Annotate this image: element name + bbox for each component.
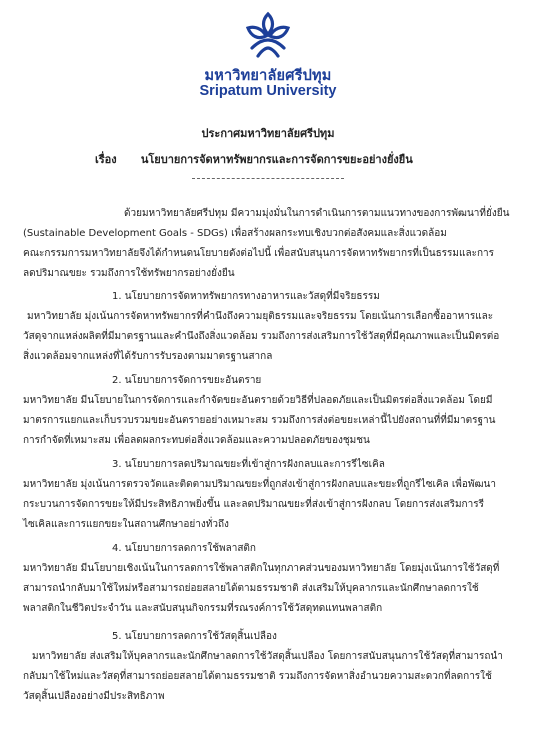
intro-line: ด้วยมหาวิทยาลัยศรีปทุม มีความมุ่งมั่นในการดำเนินการตามแนวทางของการพัฒนาที่ยั่งยืน — [124, 208, 510, 219]
section-3-heading: 3. นโยบายการลดปริมาณขยะที่เข้าสู่การฝังกลบและการรีไซเคิล — [112, 459, 385, 470]
section-1-line: สิ่งแวดล้อมจากแหล่งที่ได้รับการรับรองตามมาตรฐานสากล — [23, 351, 273, 362]
section-5-line: วัสดุสิ้นเปลืองอย่างมีประสิทธิภาพ — [23, 691, 165, 702]
intro-line: ลดปริมาณขยะ รวมถึงการใช้ทรัพยากรอย่างยั่งยืน — [23, 268, 235, 279]
subject-line — [95, 150, 413, 168]
intro-line: คณะกรรมการมหาวิทยาลัยจึงได้กำหนดนโยบายดังต่อไปนี้ เพื่อสนับสนุนการจัดหาทรัพยากรที่เป็นธรรมและการ — [23, 248, 495, 259]
section-4-line: พลาสติกในชีวิตประจำวัน และสนับสนุนกิจกรรมที่รณรงค์การใช้วัสดุทดแทนพลาสติก — [23, 603, 383, 614]
section-2-line: มหาวิทยาลัย มีนโยบายในการจัดการและกำจัดขยะอันตรายด้วยวิธีที่ปลอดภัยและเป็นมิตรต่อสิ่งแวดล้อม โดยมี — [23, 395, 493, 406]
section-3-line: ไซเคิลและการแยกขยะในสถานศึกษาอย่างทั่วถึง — [23, 519, 229, 530]
section-2-line: การกำจัดที่เหมาะสม เพื่อลดผลกระทบต่อสิ่งแวดล้อมและความปลอดภัยของชุมชน — [23, 435, 370, 446]
divider — [192, 178, 344, 179]
section-3-line: มหาวิทยาลัย มุ่งเน้นการตรวจวัดและติดตามปริมาณขยะที่ถูกส่งเข้าสู่การฝังกลบและขยะที่ถูกรีไซเคิล เพื่อพัฒนา — [23, 479, 496, 490]
section-1-line: มหาวิทยาลัย มุ่งเน้นการจัดหาทรัพยากรที่คำนึงถึงความยุติธรรมและจริยธรรม โดยเน้นการเลือกซื้ออาหารและ — [27, 311, 494, 322]
sripatum-logo-icon — [242, 10, 294, 60]
document-title: ประกาศมหาวิทยาลัยศรีปทุม — [201, 127, 335, 140]
section-2-heading: 2. นโยบายการจัดการขยะอันตราย — [112, 375, 262, 386]
section-4-line: มหาวิทยาลัย มีนโยบายเชิงเน้นในการลดการใช้พลาสติกในทุกภาคส่วนของมหาวิทยาลัย โดยมุ่งเน้นการใช้วัสดุที่ — [23, 563, 500, 574]
intro-line: (Sustainable Development Goals - SDGs) เพื่อสร้างผลกระทบเชิงบวกต่อสังคมและสิ่งแวดล้อม — [23, 228, 447, 239]
section-1-heading: 1. นโยบายการจัดหาทรัพยากรทางอาหารและวัสดุที่มีจริยธรรม — [112, 291, 380, 302]
logo-thai-text: มหาวิทยาลัยศรีปทุม — [204, 68, 332, 84]
section-5-line: มหาวิทยาลัย ส่งเสริมให้บุคลากรและนักศึกษาลดการใช้วัสดุสิ้นเปลือง โดยการสนับสนุนการใช้วัสดุที่สามารถนำ — [32, 651, 503, 662]
subject-text: นโยบายการจัดหาทรัพยากรและการจัดการขยะอย่างยั่งยืน — [140, 153, 413, 166]
logo-english-text: Sripatum University — [199, 83, 337, 99]
section-1-line: วัสดุจากแหล่งผลิตที่มีมาตรฐานและคำนึงถึงสิ่งแวดล้อม รวมถึงการส่งเสริมการใช้วัสดุที่มีคุณภาพและเป็นมิตรต่อ — [23, 331, 500, 342]
section-2-line: มาตรการแยกและเก็บรวบรวมขยะอันตรายอย่างเหมาะสม รวมถึงการส่งต่อขยะเหล่านี้ไปยังสถานที่ที่มีมาตรฐาน — [23, 415, 496, 426]
section-4-line: สามารถนำกลับมาใช้ใหม่หรือสามารถย่อยสลายได้ตามธรรมชาติ ส่งเสริมให้บุคลากรและนักศึกษาลดการใช้ — [23, 583, 479, 594]
section-3-line: กระบวนการจัดการขยะให้มีประสิทธิภาพยิ่งขึ้น และลดปริมาณขยะที่ส่งเข้าสู่การฝังกลบ โดยการส่งเสริมการรี — [23, 499, 484, 510]
section-4-heading: 4. นโยบายการลดการใช้พลาสติก — [112, 543, 256, 554]
subject-label: เรื่อง — [95, 153, 117, 166]
section-5-line: กลับมาใช้ใหม่และวัสดุที่สามารถย่อยสลายได้ตามธรรมชาติ รวมถึงการจัดหาสิ่งอำนวยความสะดวกที่ลดการใช้ — [23, 671, 492, 682]
section-5-heading: 5. นโยบายการลดการใช้วัสดุสิ้นเปลือง — [112, 631, 277, 642]
